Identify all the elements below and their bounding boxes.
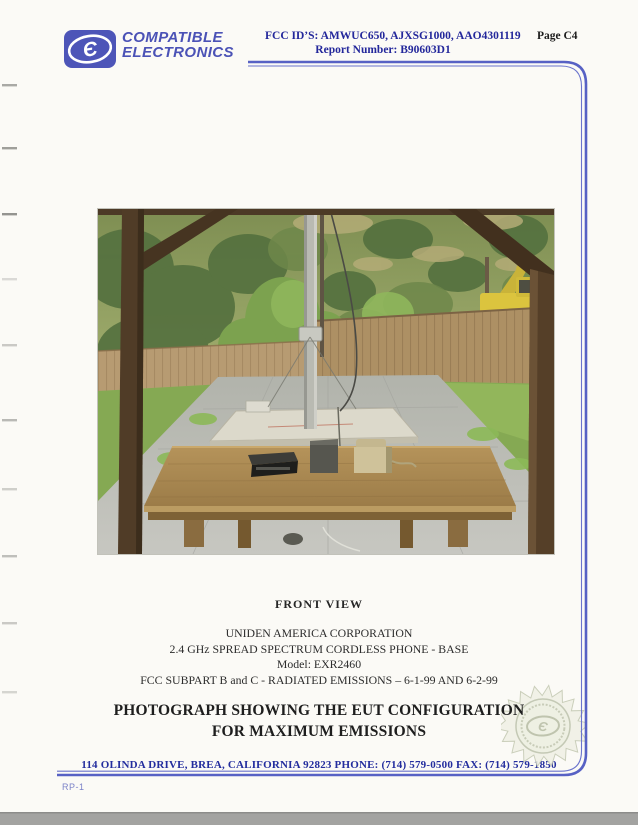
eut-company: UNIDEN AMERICA CORPORATION xyxy=(225,626,413,640)
doc-code: RP-1 xyxy=(62,782,85,792)
compatible-electronics-logo xyxy=(63,29,253,71)
ce-logo-icon xyxy=(63,29,117,69)
photo-caption: FRONT VIEW xyxy=(275,597,363,611)
report-number: Report Number: B90603D1 xyxy=(315,44,451,56)
scan-edge xyxy=(0,812,638,825)
black-device xyxy=(248,452,298,477)
svg-text:Є: Є xyxy=(81,37,99,62)
logo-wordmark xyxy=(122,30,234,60)
svg-text:Є: Є xyxy=(537,718,549,735)
footer-address: 114 OLINDA DRIVE, BREA, CALIFORNIA 92823 PHONE: (714) 579-0500 FAX: (714) 579-1850 xyxy=(81,759,557,771)
page-number: Page C4 xyxy=(537,30,578,42)
logo-name-line1: COMPATIBLE xyxy=(122,29,223,46)
test-setup-photo xyxy=(97,208,555,555)
eut-product: 2.4 GHz SPREAD SPECTRUM CORDLESS PHONE - BASE xyxy=(169,641,469,656)
test-site-scene xyxy=(98,209,554,554)
logo-name-line2: ELECTRONICS xyxy=(122,44,234,61)
eut-model: Model: EXR2460 xyxy=(276,657,362,672)
eut-details xyxy=(0,626,638,688)
eut-test-spec: FCC SUBPART B and C - RADIATED EMISSIONS – 6-1-99 AND 6-2-99 xyxy=(140,672,498,687)
page-title xyxy=(0,700,638,742)
title-line1: PHOTOGRAPH SHOWING THE EUT CONFIGURATION xyxy=(113,702,525,719)
fcc-ids: FCC ID’S: AMWUC650, AJXSG1000, AAO4301119 xyxy=(265,30,521,42)
title-line2: FOR MAXIMUM EMISSIONS xyxy=(211,723,427,740)
gray-device xyxy=(310,439,338,473)
